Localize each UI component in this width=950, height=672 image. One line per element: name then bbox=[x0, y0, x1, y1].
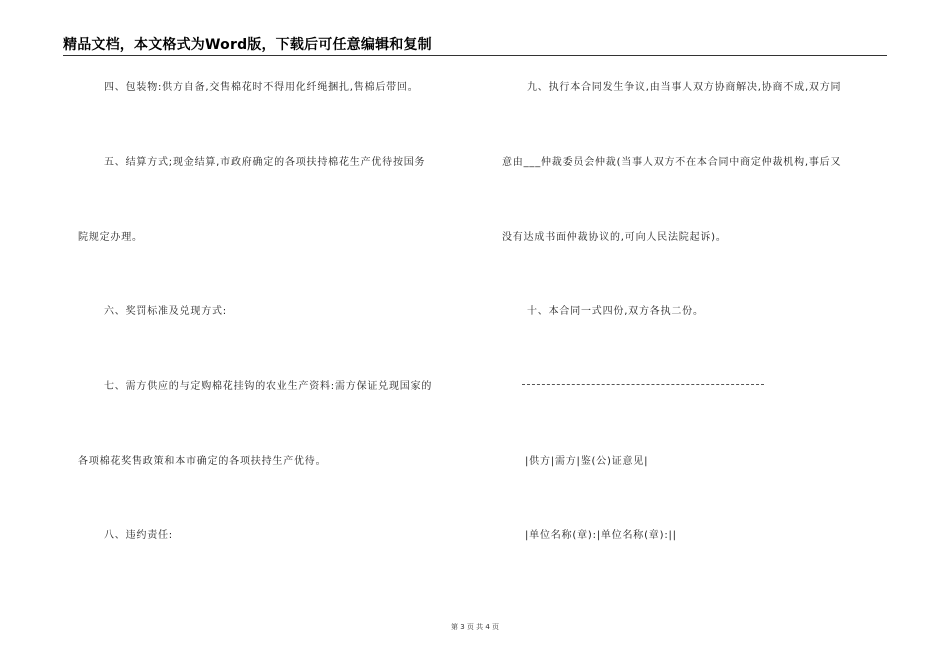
clause-9-disputes: 九、执行本合同发生争议,由当事人双方协商解决,协商不成,双方同 bbox=[527, 82, 842, 93]
clause-7-supplies: 七、需方供应的与定购棉花挂钩的农业生产资料:需方保证兑现国家的 bbox=[104, 381, 433, 392]
dashed-separator bbox=[522, 384, 764, 385]
clause-5-settlement: 五、结算方式;现金结算,市政府确定的各项扶持棉花生产优待按国务 bbox=[104, 157, 426, 168]
page-number: 第 3 页 共 4 页 bbox=[450, 623, 500, 631]
clause-6-rewards: 六、奖罚标准及兑现方式: bbox=[104, 306, 227, 317]
clause-9-disputes-continued: 意由___仲裁委员会仲裁(当事人双方不在本合同中商定仲裁机构,事后又 bbox=[502, 157, 842, 168]
header-divider bbox=[63, 55, 887, 56]
document-header-title: 精品文档，本文格式为Word版，下载后可任意编辑和复制 bbox=[63, 37, 432, 53]
clause-9-disputes-end: 没有达成书面仲裁协议的,可向人民法院起诉)。 bbox=[502, 232, 727, 243]
clause-8-liability: 八、违约责任: bbox=[104, 530, 173, 541]
signature-table-header: |供方|需方|鉴(公)证意见| bbox=[525, 456, 649, 467]
clause-10-copies: 十、本合同一式四份,双方各执二份。 bbox=[527, 306, 704, 317]
clause-5-settlement-continued: 院规定办理。 bbox=[78, 232, 143, 243]
signature-table-row: |单位名称(章):|单位名称(章):|| bbox=[525, 530, 677, 541]
clause-7-supplies-continued: 各项棉花奖售政策和本市确定的各项扶持生产优待。 bbox=[78, 456, 327, 467]
clause-4-packaging: 四、包装物:供方自备,交售棉花时不得用化纤绳捆扎,售棉后带回。 bbox=[104, 82, 419, 93]
